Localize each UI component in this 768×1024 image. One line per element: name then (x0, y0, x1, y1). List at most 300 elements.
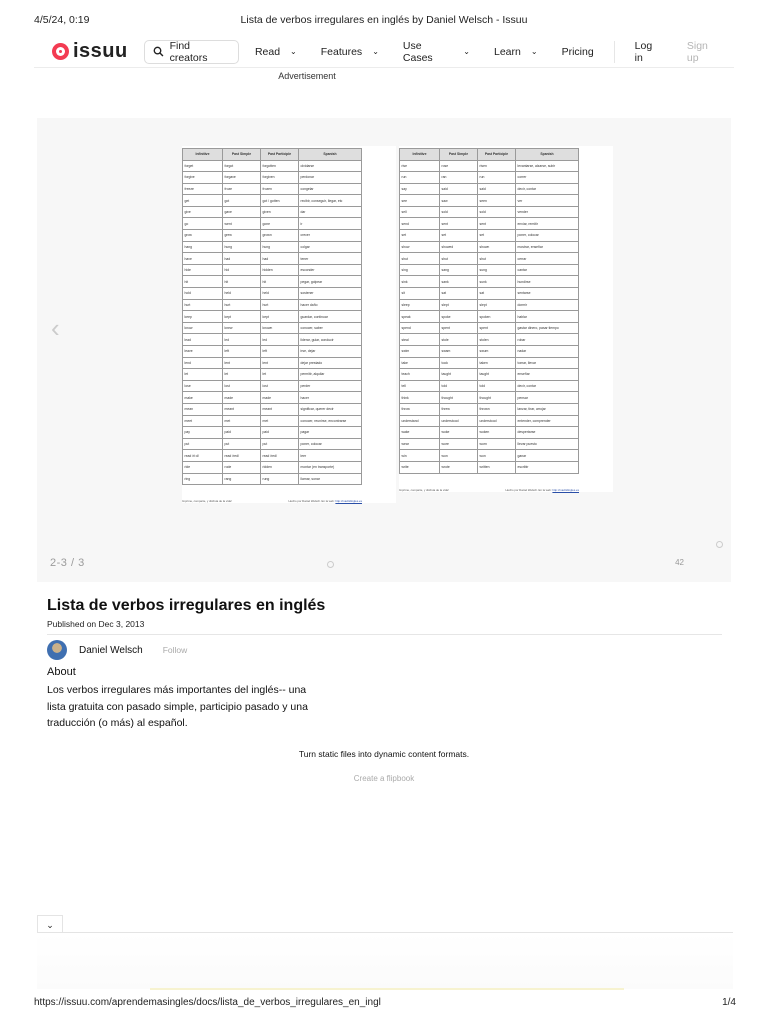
table-cell: see (400, 195, 440, 207)
table-cell: mostrar, enseñar (516, 241, 579, 253)
top-nav (34, 36, 734, 68)
table-cell: left (261, 346, 299, 358)
document-viewer[interactable] (37, 118, 731, 582)
table-row (400, 230, 579, 242)
table-cell: went (223, 218, 261, 230)
table-cell: decir, contar (516, 380, 579, 392)
header-past-simple: Past Simple (440, 149, 478, 161)
table-cell: rise (400, 160, 440, 172)
table-row (183, 403, 362, 415)
table-row (183, 241, 362, 253)
header-spanish: Spanish (299, 149, 362, 161)
table-row (400, 253, 579, 265)
table-body-right (400, 160, 579, 473)
table-cell: despertarse (516, 427, 579, 439)
table-cell: keep (183, 311, 223, 323)
table-cell: had (261, 253, 299, 265)
table-cell: hide (183, 264, 223, 276)
table-cell: sentarse (516, 288, 579, 300)
table-cell: poner, colocar (299, 438, 362, 450)
bottom-ad-area (37, 933, 733, 989)
table-cell: go (183, 218, 223, 230)
page-footer-link[interactable]: http://madridingles.es (552, 487, 579, 492)
table-cell: read /red/ (223, 450, 261, 462)
table-row (183, 253, 362, 265)
table-cell: conocer, saber (299, 322, 362, 334)
table-cell: spent (478, 322, 516, 334)
table-cell: meant (261, 403, 299, 415)
table-cell: made (261, 392, 299, 404)
page-footer-link[interactable]: http://madridingles.es (335, 499, 362, 504)
table-cell: hurt (223, 299, 261, 311)
table-cell: say (400, 183, 440, 195)
avatar[interactable] (47, 640, 67, 660)
table-cell: teach (400, 369, 440, 381)
chevron-down-icon: ⌄ (290, 47, 297, 56)
table-cell: rung (261, 473, 299, 485)
table-row (400, 206, 579, 218)
table-cell: sent (478, 218, 516, 230)
table-cell: spoken (478, 311, 516, 323)
table-cell: ran (440, 172, 478, 184)
table-cell: enviar, remitir (516, 218, 579, 230)
table-row (183, 160, 362, 172)
table-cell: make (183, 392, 223, 404)
login-button[interactable]: Log in (634, 39, 653, 64)
table-cell: irse, dejar (299, 346, 362, 358)
table-row (183, 473, 362, 485)
table-cell: sink (400, 276, 440, 288)
table-cell: think (400, 392, 440, 404)
chevron-down-icon: ⌄ (530, 47, 538, 56)
table-cell: guardar, continuar (299, 311, 362, 323)
table-cell: shut (440, 253, 478, 265)
table-cell: thought (440, 392, 478, 404)
header-past-participle: Past Participle (478, 149, 516, 161)
chevron-down-icon: ⌄ (46, 920, 54, 930)
table-cell: esconder (299, 264, 362, 276)
table-cell: taken (478, 357, 516, 369)
table-row (183, 369, 362, 381)
table-cell: understand (400, 415, 440, 427)
table-cell: entender, comprender (516, 415, 579, 427)
table-row (400, 241, 579, 253)
nav-divider (614, 41, 615, 63)
find-creators-button[interactable] (144, 40, 239, 64)
table-cell: lost (223, 380, 261, 392)
nav-use-cases-label: Use Cases (402, 39, 433, 64)
table-body-left (183, 160, 362, 485)
about-text: Los verbos irregulares más importantes del inglés-- una lista gratuita con pasado simple, participio pasado y una traducción (o más) al español. (47, 684, 308, 729)
table-cell: forget (183, 160, 223, 172)
table-cell: kept (261, 311, 299, 323)
nav-pricing-label: Pricing (561, 45, 594, 58)
print-header (0, 14, 768, 30)
table-cell: known (261, 322, 299, 334)
table-row (183, 206, 362, 218)
author-row (47, 640, 187, 660)
table-cell: thought (478, 392, 516, 404)
table-row (183, 427, 362, 439)
table-row (400, 427, 579, 439)
table-row (400, 311, 579, 323)
table-cell: seen (478, 195, 516, 207)
table-cell: poner, colocar (516, 230, 579, 242)
table-cell: told (440, 380, 478, 392)
table-cell: set (440, 230, 478, 242)
table-cell: had (223, 253, 261, 265)
table-row (183, 183, 362, 195)
table-cell: hold (183, 288, 223, 300)
table-cell: levantarse, alzarse, subir (516, 160, 579, 172)
table-cell: hundirse (516, 276, 579, 288)
table-cell: recibir, conseguir, llegar, etc (299, 195, 362, 207)
table-cell: lanzar, tirar, arrojar (516, 403, 579, 415)
table-row (183, 450, 362, 462)
table-cell: sunk (478, 276, 516, 288)
table-cell: wrote (440, 461, 478, 473)
table-cell: given (261, 206, 299, 218)
table-cell: sleep (400, 299, 440, 311)
table-cell: montar (en transporte) (299, 461, 362, 473)
table-cell: know (183, 322, 223, 334)
page-footer-credit (506, 488, 580, 492)
table-cell: grown (261, 230, 299, 242)
table-cell: sing (400, 264, 440, 276)
table-cell: forgot (223, 160, 261, 172)
table-cell: steal (400, 334, 440, 346)
table-cell: hidden (261, 264, 299, 276)
table-row (400, 380, 579, 392)
table-cell: cerrar (516, 253, 579, 265)
table-cell: wear (400, 438, 440, 450)
table-cell: grew (223, 230, 261, 242)
table-cell: liderar, guiar, conducir (299, 334, 362, 346)
table-cell: hid (223, 264, 261, 276)
table-cell: send (400, 218, 440, 230)
table-cell: let (223, 369, 261, 381)
table-cell: sold (440, 206, 478, 218)
header-past-participle: Past Participle (261, 149, 299, 161)
page-footer-note: Imprime, comparte, y disfruta de la vida! (399, 487, 449, 492)
verb-table-left (182, 148, 362, 485)
table-row (183, 288, 362, 300)
table-cell: woken (478, 427, 516, 439)
table-cell: stole (440, 334, 478, 346)
header-infinitive: Infinitive (400, 149, 440, 161)
table-cell: understood (440, 415, 478, 427)
table-cell: lead (183, 334, 223, 346)
table-cell: show (400, 241, 440, 253)
table-cell: set (400, 230, 440, 242)
table-row (400, 322, 579, 334)
collapse-button[interactable] (37, 915, 63, 933)
table-cell: speak (400, 311, 440, 323)
table-cell: sat (440, 288, 478, 300)
table-row (400, 218, 579, 230)
table-cell: grow (183, 230, 223, 242)
table-cell: sold (478, 206, 516, 218)
table-cell: hit (261, 276, 299, 288)
table-cell: made (223, 392, 261, 404)
table-cell: written (478, 461, 516, 473)
table-cell: hung (261, 241, 299, 253)
table-cell: rang (223, 473, 261, 485)
table-cell: shown (478, 241, 516, 253)
table-cell: threw (440, 403, 478, 415)
table-cell: run (400, 172, 440, 184)
table-cell: hang (183, 241, 223, 253)
table-cell: left (223, 346, 261, 358)
document-page-left (182, 146, 396, 503)
table-cell: congelar (299, 183, 362, 195)
table-cell: dejar prestado (299, 357, 362, 369)
table-row (400, 415, 579, 427)
table-cell: spent (440, 322, 478, 334)
table-cell: dar (299, 206, 362, 218)
table-cell: leer (299, 450, 362, 462)
table-cell: frozen (261, 183, 299, 195)
table-row (400, 276, 579, 288)
page-indicator-icon[interactable] (327, 561, 334, 568)
published-date: Published on Dec 3, 2013 (47, 619, 145, 629)
table-cell: swam (440, 346, 478, 358)
table-cell: ir (299, 218, 362, 230)
table-row (400, 334, 579, 346)
table-row (183, 230, 362, 242)
search-icon (153, 46, 164, 57)
table-cell: hung (223, 241, 261, 253)
table-cell: paid (261, 427, 299, 439)
page-footer-right (399, 488, 579, 492)
table-cell: gastar dinero, pasar tiempo (516, 322, 579, 334)
table-cell: thrown (478, 403, 516, 415)
table-cell: held (223, 288, 261, 300)
table-cell: spoke (440, 311, 478, 323)
table-cell: slept (478, 299, 516, 311)
table-cell: llevar puesto (516, 438, 579, 450)
table-cell: get (183, 195, 223, 207)
table-cell: lose (183, 380, 223, 392)
table-row (400, 183, 579, 195)
table-row (400, 172, 579, 184)
print-page-number: 1/4 (722, 997, 736, 1008)
nav-features-label: Features (320, 45, 363, 58)
table-cell: led (261, 334, 299, 346)
page-counter: 2-3 / 3 (50, 557, 85, 569)
nav-pricing[interactable] (550, 36, 606, 68)
table-cell: shut (400, 253, 440, 265)
nav-use-cases[interactable] (391, 36, 482, 68)
table-cell: let (183, 369, 223, 381)
table-cell: gone (261, 218, 299, 230)
table-row (183, 438, 362, 450)
table-cell: swum (478, 346, 516, 358)
table-cell: led (223, 334, 261, 346)
nav-learn-label: Learn (494, 45, 521, 58)
signup-button[interactable]: Sign up (686, 39, 708, 64)
fullscreen-icon[interactable] (716, 541, 723, 548)
table-cell: forgotten (261, 160, 299, 172)
table-cell: sent (440, 218, 478, 230)
table-row (400, 299, 579, 311)
table-cell: stolen (478, 334, 516, 346)
document-title: Lista de verbos irregulares en inglés (47, 597, 326, 614)
table-cell: kept (223, 311, 261, 323)
table-cell: win (400, 450, 440, 462)
nav-read[interactable] (243, 36, 309, 68)
table-cell: robar (516, 334, 579, 346)
table-cell: vender (516, 206, 579, 218)
table-cell: lent (223, 357, 261, 369)
page-number: 42 (675, 558, 684, 567)
table-cell: met (261, 415, 299, 427)
table-cell: sat (478, 288, 516, 300)
page-footer-credit-text: Hecho por Daniel Welsch. En la web: (288, 499, 335, 504)
nav-features[interactable] (309, 36, 391, 68)
chevron-down-icon: ⌄ (372, 47, 379, 56)
table-cell: won (478, 450, 516, 462)
table-cell: pagar (299, 427, 362, 439)
table-row (183, 172, 362, 184)
table-cell: wore (440, 438, 478, 450)
table-row (183, 299, 362, 311)
table-row (400, 160, 579, 172)
table-cell: knew (223, 322, 261, 334)
bottom-ad-strip (150, 988, 624, 990)
table-cell: llamar, sonar (299, 473, 362, 485)
table-cell: pegar, golpear (299, 276, 362, 288)
table-cell: read /ri:d/ (183, 450, 223, 462)
table-cell: crecer (299, 230, 362, 242)
follow-button[interactable]: Follow (162, 645, 188, 655)
nav-read-label: Read (254, 45, 281, 58)
table-row (400, 288, 579, 300)
table-cell: won (440, 450, 478, 462)
table-cell: tomar, llevar (516, 357, 579, 369)
table-cell: throw (400, 403, 440, 415)
table-cell: decir, contar (516, 183, 579, 195)
table-header-row (400, 149, 579, 161)
print-url: https://issuu.com/aprendemasingles/docs/lista_de_verbos_irregulares_en_ingl (34, 997, 381, 1008)
table-cell: ver (516, 195, 579, 207)
table-cell: lent (261, 357, 299, 369)
nav-learn[interactable] (482, 36, 550, 68)
table-cell: significar, querer decir (299, 403, 362, 415)
table-cell: taught (440, 369, 478, 381)
table-cell: took (440, 357, 478, 369)
page-footer-left (182, 499, 362, 503)
table-cell: mean (183, 403, 223, 415)
table-cell: risen (478, 160, 516, 172)
table-cell: saw (440, 195, 478, 207)
table-cell: put (183, 438, 223, 450)
table-cell: rode (223, 461, 261, 473)
table-row (400, 392, 579, 404)
table-cell: freeze (183, 183, 223, 195)
document-page-right (399, 146, 613, 492)
header-infinitive: Infinitive (183, 149, 223, 161)
table-cell: hacer daño (299, 299, 362, 311)
table-cell: said (440, 183, 478, 195)
previous-page-icon[interactable]: ‹ (51, 313, 60, 343)
table-row (400, 195, 579, 207)
table-cell: hablar (516, 311, 579, 323)
table-cell: hurt (183, 299, 223, 311)
table-cell: sit (400, 288, 440, 300)
issuu-logo[interactable] (52, 40, 128, 63)
table-row (183, 461, 362, 473)
table-cell: rose (440, 160, 478, 172)
author-name[interactable]: Daniel Welsch (79, 644, 143, 656)
table-row (183, 264, 362, 276)
table-cell: sostener (299, 288, 362, 300)
table-cell: set (478, 230, 516, 242)
table-cell: hurt (261, 299, 299, 311)
table-row (183, 322, 362, 334)
table-cell: wake (400, 427, 440, 439)
table-cell: gave (223, 206, 261, 218)
table-cell: spend (400, 322, 440, 334)
page-footer-note: Imprime, comparte, y disfruta de la vida! (182, 499, 232, 504)
logo-text: issuu (73, 40, 128, 62)
search-label: Find creators (169, 39, 208, 64)
table-cell: slept (440, 299, 478, 311)
table-cell: ride (183, 461, 223, 473)
table-cell: cantar (516, 264, 579, 276)
table-row (183, 195, 362, 207)
table-cell: dormir (516, 299, 579, 311)
table-cell: correr (516, 172, 579, 184)
table-cell: put (261, 438, 299, 450)
table-cell: nadar (516, 346, 579, 358)
table-header-row (183, 149, 362, 161)
table-row (400, 403, 579, 415)
table-cell: got (223, 195, 261, 207)
table-row (183, 218, 362, 230)
table-cell: woke (440, 427, 478, 439)
table-row (400, 264, 579, 276)
table-cell: got / gotten (261, 195, 299, 207)
table-cell: told (478, 380, 516, 392)
table-cell: swim (400, 346, 440, 358)
table-row (400, 438, 579, 450)
table-cell: forgive (183, 172, 223, 184)
table-row (183, 380, 362, 392)
verb-table-right (399, 148, 579, 474)
table-cell: pay (183, 427, 223, 439)
table-cell: enseñar (516, 369, 579, 381)
table-cell: met (223, 415, 261, 427)
header-spanish: Spanish (516, 149, 579, 161)
table-cell: taught (478, 369, 516, 381)
table-cell: permitir, alquilar (299, 369, 362, 381)
table-row (183, 415, 362, 427)
create-flipbook-button[interactable]: Create a flipbook (353, 774, 415, 783)
table-cell: hit (183, 276, 223, 288)
table-cell: tener (299, 253, 362, 265)
table-cell: read /red/ (261, 450, 299, 462)
table-cell: give (183, 206, 223, 218)
table-cell: paid (223, 427, 261, 439)
table-cell: olvidarse (299, 160, 362, 172)
table-cell: shut (478, 253, 516, 265)
table-cell: sang (440, 264, 478, 276)
table-cell: lend (183, 357, 223, 369)
table-cell: hacer (299, 392, 362, 404)
table-cell: escribir (516, 461, 579, 473)
table-cell: sell (400, 206, 440, 218)
